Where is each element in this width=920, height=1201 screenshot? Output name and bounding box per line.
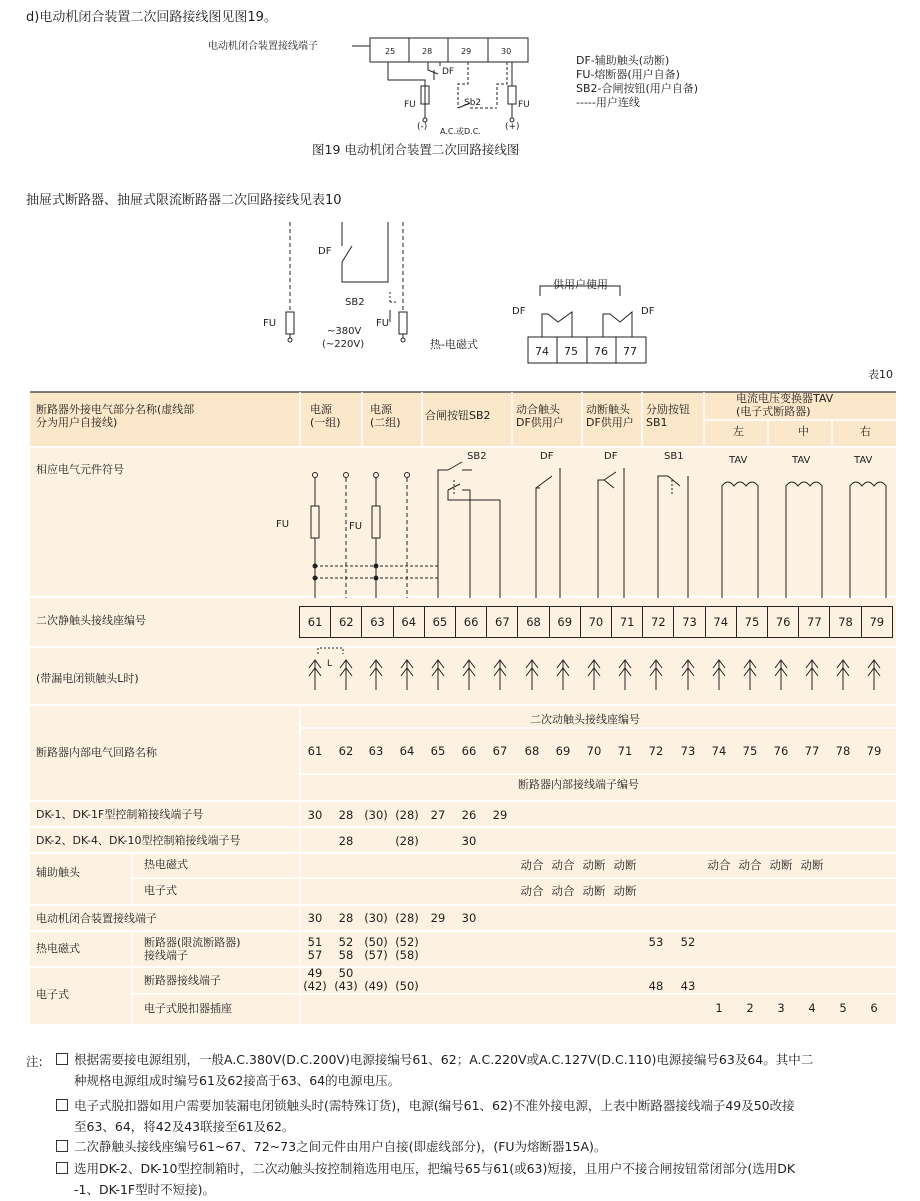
- cell-thermal-r2-62: 58: [338, 948, 354, 962]
- moving-number-72: 72: [648, 744, 664, 758]
- cell-thermal-r1-73: 52: [680, 935, 696, 949]
- static-terminal-68: 68: [517, 607, 548, 637]
- static-terminal-75: 75: [736, 607, 767, 637]
- moving-number-76: 76: [773, 744, 789, 758]
- cell-elec-r1-b-62: (43): [334, 979, 358, 993]
- cell-elec-trip-77: 4: [808, 1001, 816, 1015]
- note-checkbox: [56, 1099, 68, 1111]
- header-df-close-line1: 动合触头: [516, 403, 560, 416]
- static-terminal-69: 69: [549, 607, 580, 637]
- cell-aux-elec-69: 动合: [551, 884, 575, 898]
- dk2-label: DK-2、DK-4、DK-10型控制箱接线端子号: [36, 834, 241, 847]
- legend-item: DF-辅助触头(动断): [576, 54, 670, 67]
- note-3-text: 二次静触头接线座编号61~67、72~73之间元件由用户自接(即虚线部分)，(FU为熔断器15A)。: [74, 1139, 607, 1154]
- cell-elec-r1-b-73: 43: [680, 979, 696, 993]
- cell-elec-trip-79: 6: [870, 1001, 878, 1015]
- contact-symbol-63: [370, 660, 382, 690]
- static-terminal-74: 74: [705, 607, 736, 637]
- header-tav-line1: 电流电压变换器TAV: [736, 392, 834, 405]
- aux-label: 辅助触头: [36, 866, 80, 879]
- cell-thermal-r1-72: 53: [648, 935, 664, 949]
- user-terminal: 74: [535, 345, 549, 358]
- cell-aux-thermal-70: 动断: [582, 858, 606, 872]
- contact-symbol-74: [713, 660, 725, 690]
- note-checkbox: [56, 1140, 68, 1152]
- cell-motor-64: (28): [395, 911, 419, 925]
- contact-symbol-70: [588, 660, 600, 690]
- note-checkbox: [56, 1162, 68, 1174]
- moving-number-74: 74: [711, 744, 727, 758]
- thermal-row-label: 热电磁式: [36, 942, 80, 955]
- note-1: [56, 1049, 906, 1091]
- dk1-label: DK-1、DK-1F型控制箱接线端子号: [36, 808, 204, 821]
- cell-dk2-64: (28): [395, 834, 419, 848]
- moving-number-77: 77: [804, 744, 820, 758]
- cell-dk1-66: 26: [461, 808, 477, 822]
- header-mid: 中: [798, 425, 809, 438]
- cell-dk2-62: 28: [338, 834, 354, 848]
- user-df-left: DF: [512, 306, 526, 317]
- terminal-29: 29: [461, 47, 472, 56]
- terminal-25: 25: [385, 47, 396, 56]
- header-left: 左: [733, 425, 744, 438]
- moving-number-61: 61: [307, 744, 323, 758]
- terminal-30: 30: [501, 47, 512, 56]
- moving-number-66: 66: [461, 744, 477, 758]
- cell-thermal-r2-61: 57: [307, 948, 323, 962]
- cell-dk1-63: (30): [364, 808, 388, 822]
- cell-thermal-r1-61: 51: [307, 935, 323, 949]
- motor-label: 电动机闭合装置接线端子: [36, 912, 157, 925]
- aux-elec-label: 电子式: [144, 884, 177, 897]
- header-sb1-line2: SB1: [646, 416, 668, 429]
- plus-label: (+): [505, 122, 520, 132]
- static-terminal-67: 67: [486, 607, 517, 637]
- cell-elec-trip-74: 1: [715, 1001, 723, 1015]
- sym-tav-label: TAV: [854, 455, 873, 466]
- header-df-open-line1: 动断触头: [586, 403, 630, 416]
- contact-symbol-67: [494, 660, 506, 690]
- sym-fu1-label: FU: [276, 519, 290, 530]
- figure19-caption: 图19 电动机闭合装置二次回路接线图: [312, 142, 520, 157]
- leak-label: (带漏电闭锁触头L时): [36, 672, 139, 685]
- contact-symbol-77: [806, 660, 818, 690]
- cell-dk1-62: 28: [338, 808, 354, 822]
- moving-number-67: 67: [492, 744, 508, 758]
- sym-df1-label: DF: [540, 451, 554, 462]
- moving-number-73: 73: [680, 744, 696, 758]
- contact-symbol-68: [526, 660, 538, 690]
- cell-motor-62: 28: [338, 911, 354, 925]
- internal-label: 断路器内部电气回路名称: [36, 746, 157, 759]
- contact-symbol-66: [463, 660, 475, 690]
- contact-symbol-75: [744, 660, 756, 690]
- sym-fu2-label: FU: [349, 521, 363, 532]
- cell-aux-thermal-76: 动断: [769, 858, 793, 872]
- notes-prefix: 注:: [26, 1054, 43, 1069]
- moving-number-62: 62: [338, 744, 354, 758]
- cell-dk1-64: (28): [395, 808, 419, 822]
- cell-motor-61: 30: [307, 911, 323, 925]
- static-terminal-76: 76: [767, 607, 798, 637]
- breaker-label-line1: 断路器(限流断路器): [144, 936, 241, 949]
- sb2-label: Sb2: [464, 98, 482, 108]
- note-1-line2: 种规格电源组成时编号61及62接高于63、64的电源电压。: [74, 1073, 401, 1088]
- table-number: 表10: [868, 368, 893, 381]
- static-label: 二次静触头接线座编号: [36, 614, 146, 627]
- static-terminal-73: 73: [673, 607, 704, 637]
- terminal-label: 电动机闭合装置接线端子: [208, 41, 318, 52]
- moving-title: 二次动触头接线座编号: [530, 713, 640, 726]
- minus-label: (-): [417, 122, 428, 132]
- breaker-label: [144, 936, 241, 962]
- static-terminal-78: 78: [829, 607, 860, 637]
- df-label: DF: [442, 67, 455, 77]
- draw-fu-right: FU: [376, 318, 390, 329]
- static-terminal-70: 70: [580, 607, 611, 637]
- cell-dk1-65: 27: [430, 808, 446, 822]
- user-terminal: 75: [564, 345, 578, 358]
- header-power2-line2: (二组): [370, 416, 401, 429]
- static-terminal-72: 72: [642, 607, 673, 637]
- cell-aux-thermal-69: 动合: [551, 858, 575, 872]
- static-terminal-65: 65: [424, 607, 455, 637]
- fu-left-label: FU: [404, 100, 416, 110]
- cell-aux-thermal-68: 动合: [520, 858, 544, 872]
- note-4-line2: -1、DK-1F型时不短接)。: [74, 1182, 216, 1197]
- contact-symbol-79: [868, 660, 880, 690]
- static-terminal-61: 61: [307, 615, 323, 629]
- cell-elec-r1-b-72: 48: [648, 979, 664, 993]
- cell-motor-65: 29: [430, 911, 446, 925]
- header-df-close-line2: DF供用户: [516, 416, 564, 429]
- moving-number-68: 68: [524, 744, 540, 758]
- cell-dk2-66: 30: [461, 834, 477, 848]
- cell-elec-trip-78: 5: [839, 1001, 847, 1015]
- cell-elec-r1-a-61: 49: [307, 966, 323, 980]
- cell-thermal-r1-63: (50): [364, 935, 388, 949]
- cell-thermal-r1-64: (52): [395, 935, 419, 949]
- user-df-right: DF: [641, 306, 655, 317]
- contact-symbol-76: [775, 660, 787, 690]
- user-terminal: 77: [623, 345, 637, 358]
- moving-number-64: 64: [399, 744, 415, 758]
- static-terminal-66: 66: [455, 607, 486, 637]
- elec-row-label: 电子式: [36, 988, 69, 1001]
- section-d-heading: d)电动机闭合装置二次回路接线图见图19。: [26, 10, 277, 25]
- contact-symbol-73: [682, 660, 694, 690]
- sym-sb2-label: SB2: [467, 451, 487, 462]
- moving-number-75: 75: [742, 744, 758, 758]
- header-tav-line2: (电子式断路器): [736, 405, 811, 418]
- user-terminal: 76: [594, 345, 608, 358]
- elec-terminal-label: 断路器接线端子: [144, 974, 221, 987]
- note-2-line2: 至63、64，将42及43联接至61及62。: [74, 1119, 295, 1134]
- contact-symbol-71: [619, 660, 631, 690]
- note-3: [56, 1136, 906, 1157]
- static-terminal-63: 63: [361, 607, 392, 637]
- draw-df-label: DF: [318, 246, 332, 257]
- voltage-1: ~380V: [327, 326, 362, 337]
- leak-L-label: L: [327, 659, 333, 669]
- contact-symbol-78: [837, 660, 849, 690]
- cell-motor-63: (30): [364, 911, 388, 925]
- header-right: 右: [860, 425, 871, 438]
- internal-terminal-title: 断路器内部接线端子编号: [518, 778, 639, 791]
- moving-number-79: 79: [866, 744, 882, 758]
- breaker-label-line2: 接线端子: [144, 949, 188, 962]
- sym-tav-label: TAV: [792, 455, 811, 466]
- static-terminal-62: 62: [330, 607, 361, 637]
- static-terminal-64: 64: [393, 607, 424, 637]
- cell-aux-thermal-75: 动合: [738, 858, 762, 872]
- drawer-heading: 抽屉式断路器、抽屉式限流断路器二次回路接线见表10: [26, 193, 342, 208]
- moving-number-69: 69: [555, 744, 571, 758]
- legend-item: -----用户连线: [576, 96, 640, 109]
- header-power1-line1: 电源: [310, 403, 332, 416]
- header-power1-line2: (一组): [310, 416, 341, 429]
- cell-elec-r1-b-63: (49): [364, 979, 388, 993]
- moving-number-70: 70: [586, 744, 602, 758]
- contact-symbol-62: [340, 660, 352, 690]
- cell-aux-elec-68: 动合: [520, 884, 544, 898]
- cell-motor-66: 30: [461, 911, 477, 925]
- cell-aux-thermal-71: 动断: [613, 858, 637, 872]
- cell-thermal-r2-64: (58): [395, 948, 419, 962]
- moving-number-71: 71: [617, 744, 633, 758]
- contact-symbol-64: [401, 660, 413, 690]
- cell-aux-elec-70: 动断: [582, 884, 606, 898]
- user-use-label: 供用户使用: [553, 278, 608, 291]
- note-2-line1: 电子式脱扣器如用户需要加装漏电闭锁触头时(需特殊订货)，电源(编号61、62)不准外接电源，上表中断路器接线端子49及50改接: [74, 1098, 795, 1113]
- fu-right-label: FU: [518, 100, 530, 110]
- leak-lock-link: [318, 648, 343, 654]
- moving-number-row: [0, 744, 920, 760]
- terminal-28: 28: [422, 47, 433, 56]
- draw-fu-left: FU: [263, 318, 277, 329]
- cell-aux-elec-71: 动断: [613, 884, 637, 898]
- acdc-label: A.C.或D.C.: [440, 127, 481, 136]
- cell-elec-trip-76: 3: [777, 1001, 785, 1015]
- moving-number-78: 78: [835, 744, 851, 758]
- sym-sb1-label: SB1: [664, 451, 684, 462]
- note-4-line1: 选用DK-2、DK-10型控制箱时，二次动触头按控制箱选用电压，把编号65与61(或63)短接，且用户不接合闸按钮常闭部分(选用DK: [74, 1161, 796, 1176]
- cell-aux-thermal-77: 动断: [800, 858, 824, 872]
- static-terminal-77: 77: [798, 607, 829, 637]
- moving-number-63: 63: [368, 744, 384, 758]
- cell-thermal-r2-63: (57): [364, 948, 388, 962]
- note-4: [56, 1158, 906, 1200]
- static-terminal-71: 71: [611, 607, 642, 637]
- legend-item: SB2-合闸按钮(用户自备): [576, 82, 699, 95]
- contact-symbol-69: [557, 660, 569, 690]
- header-name-line1: 断路器外接电气部分名称(虚线部: [36, 403, 195, 416]
- cell-elec-r1-b-64: (50): [395, 979, 419, 993]
- cell-elec-r1-b-61: (42): [303, 979, 327, 993]
- moving-number-65: 65: [430, 744, 446, 758]
- voltage-2: (~220V): [322, 339, 365, 350]
- note-2: [56, 1095, 906, 1137]
- header-df-open-line2: DF供用户: [586, 416, 634, 429]
- contact-symbol-72: [650, 660, 662, 690]
- elec-trip-label: 电子式脱扣器插座: [144, 1002, 232, 1015]
- cell-dk1-61: 30: [307, 808, 323, 822]
- thermal-label: 热-电磁式: [430, 338, 478, 351]
- note-checkbox: [56, 1053, 68, 1065]
- note-1-line1: 根据需要接电源组别，一般A.C.380V(D.C.200V)电源接编号61、62；A.C.220V或A.C.127V(D.C.110)电源接编号63及64。其中二: [74, 1052, 814, 1067]
- header-name-line2: 分为用户自接线): [36, 416, 118, 429]
- static-terminal-79: 79: [861, 607, 892, 637]
- draw-sb2-label: SB2: [345, 297, 365, 308]
- cell-thermal-r1-62: 52: [338, 935, 354, 949]
- cell-dk1-67: 29: [492, 808, 508, 822]
- aux-thermal-label: 热电磁式: [144, 858, 188, 871]
- cell-elec-trip-75: 2: [746, 1001, 754, 1015]
- header-power2-line1: 电源: [370, 403, 392, 416]
- header-sb2: 合闸按钮SB2: [425, 409, 491, 422]
- contact-symbol-65: [432, 660, 444, 690]
- sym-tav-label: TAV: [729, 455, 748, 466]
- header-sb1-line1: 分励按钮: [646, 403, 690, 416]
- symbols-label: 相应电气元件符号: [36, 463, 124, 476]
- cell-aux-thermal-74: 动合: [707, 858, 731, 872]
- legend-item: FU-熔断器(用户自备): [576, 68, 680, 81]
- contact-symbol-61: [309, 660, 321, 690]
- sym-df2-label: DF: [604, 451, 618, 462]
- cell-elec-r1-a-62: 50: [338, 966, 354, 980]
